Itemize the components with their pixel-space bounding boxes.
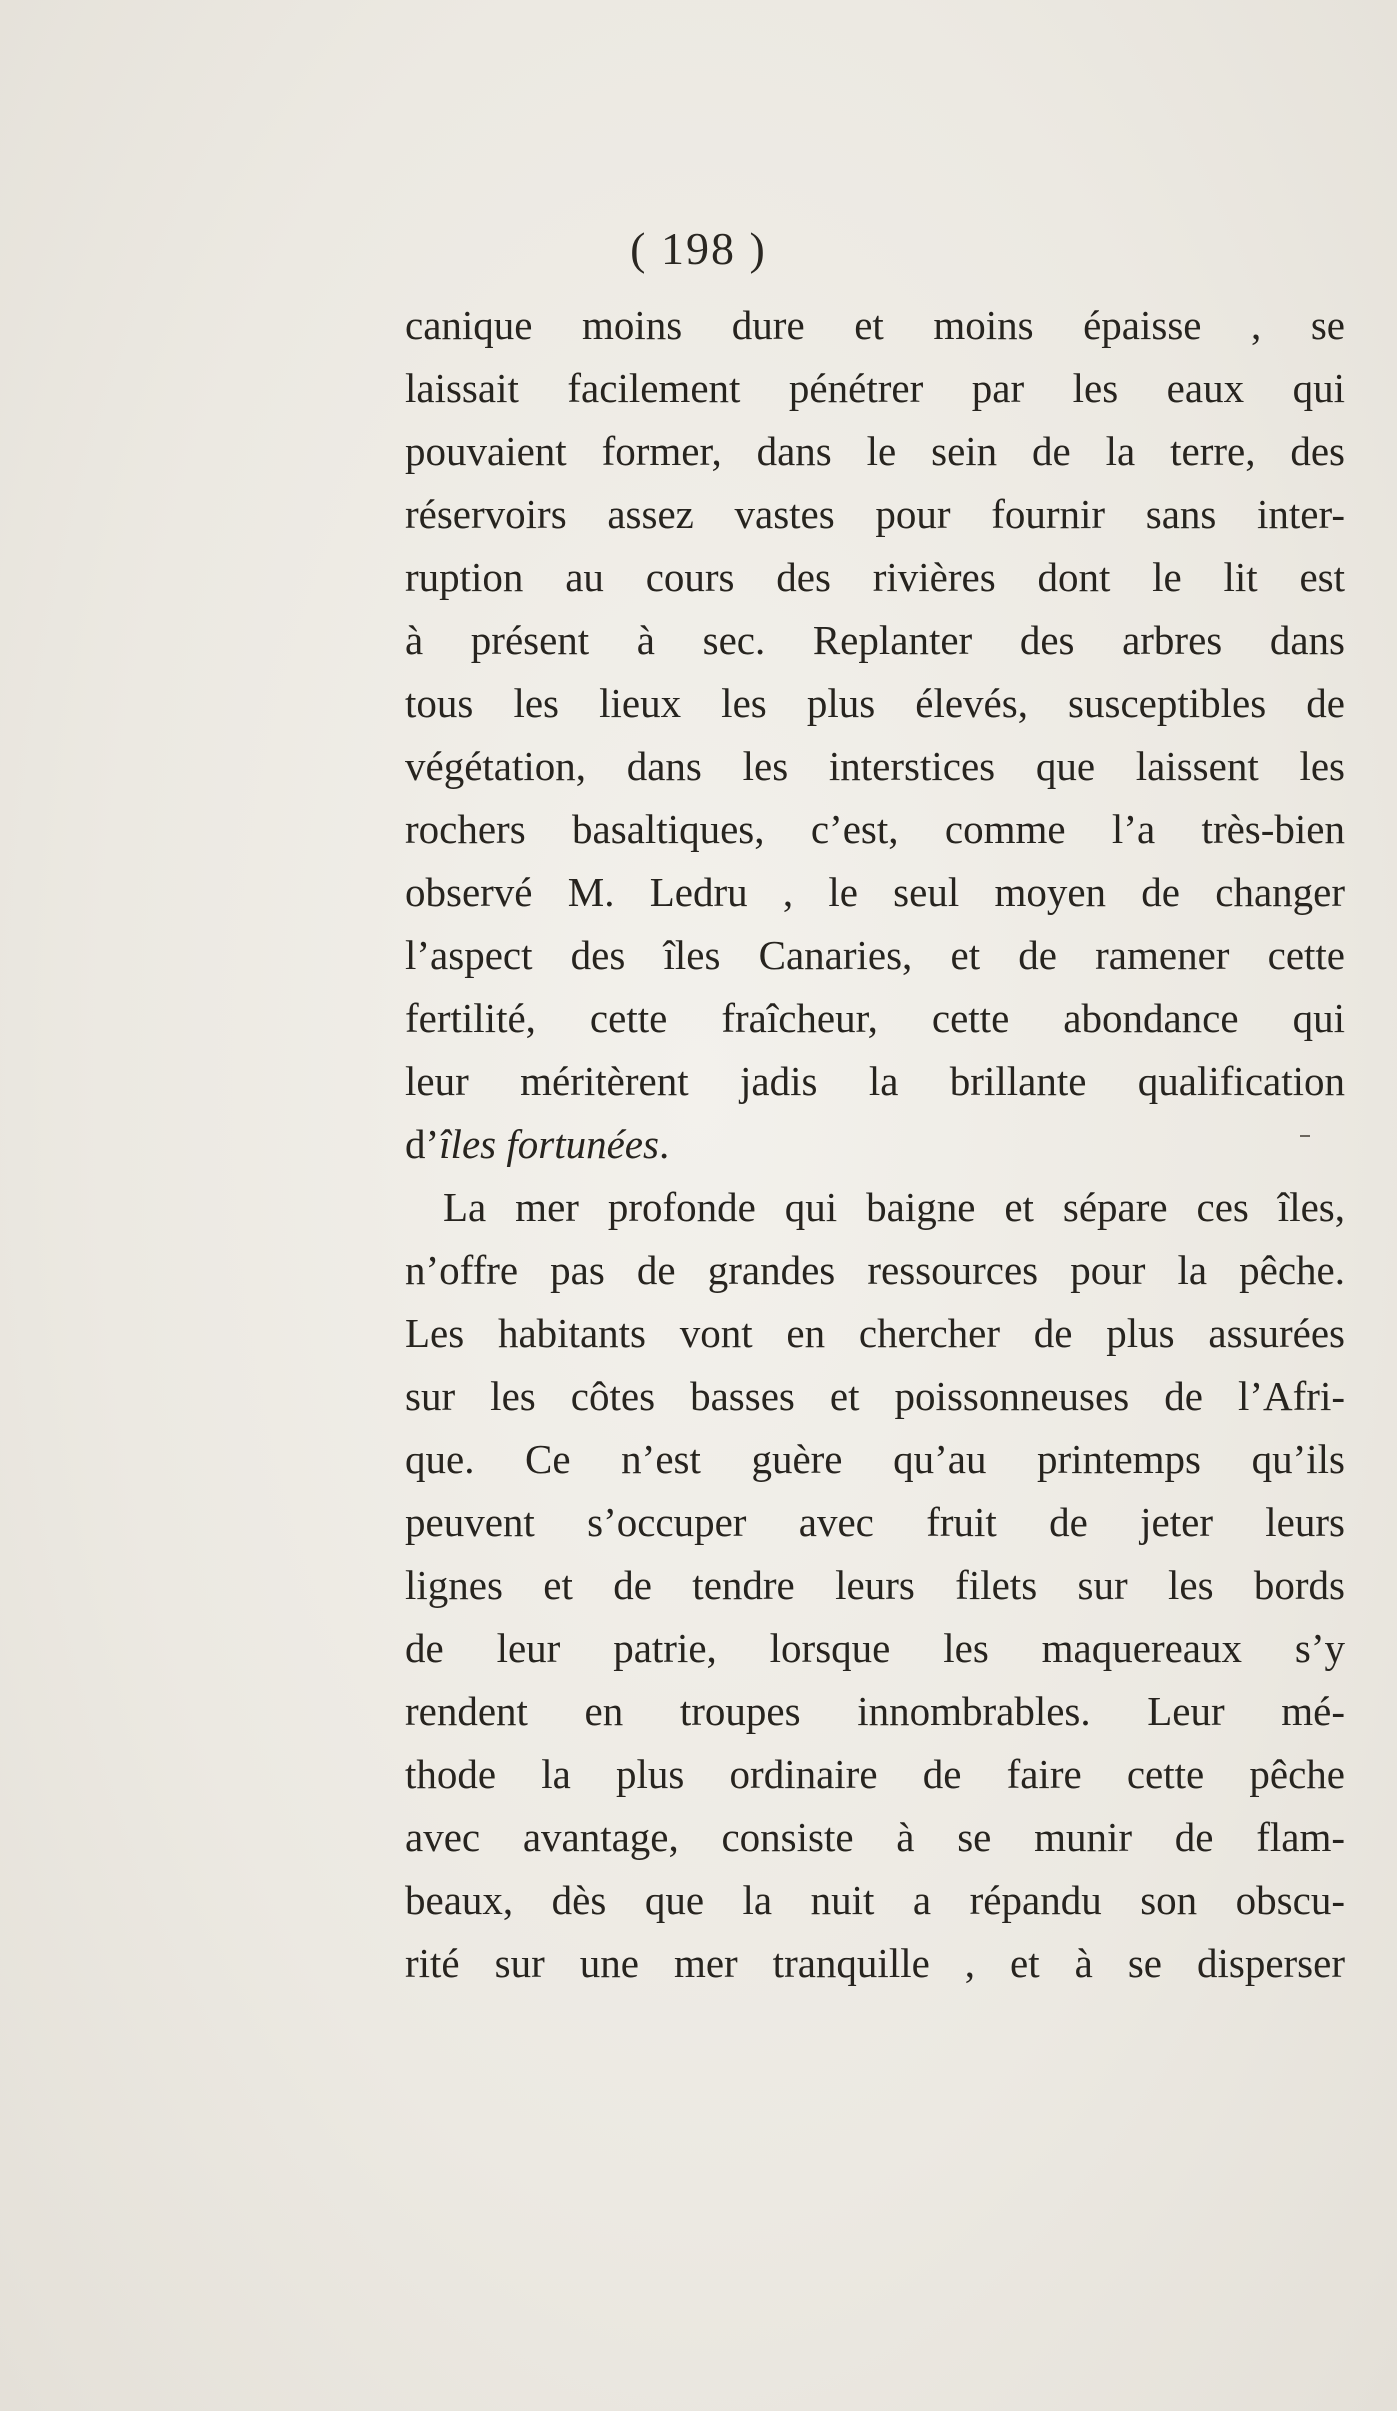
text-line: fertilité, cette fraîcheur, cette abondance qui bbox=[405, 995, 1345, 1041]
text-line: végétation, dans les interstices que laissent les bbox=[405, 743, 1345, 789]
stray-mark bbox=[1300, 1135, 1310, 1137]
text-line: que. Ce n’est guère qu’au printemps qu’ils bbox=[405, 1436, 1345, 1482]
text-line: beaux, dès que la nuit a répandu son obscu- bbox=[405, 1877, 1345, 1923]
text-line: rité sur une mer tranquille , et à se disperser bbox=[405, 1940, 1345, 1986]
text-line: sur les côtes basses et poissonneuses de l’Afri- bbox=[405, 1373, 1345, 1419]
final-line-suffix: . bbox=[658, 1121, 670, 1167]
text-line: de leur patrie, lorsque les maquereaux s’y bbox=[405, 1625, 1345, 1671]
text-line: à présent à sec. Replanter des arbres dans bbox=[405, 617, 1345, 663]
body-text bbox=[405, 294, 1345, 1995]
text-line: observé M. Ledru , le seul moyen de changer bbox=[405, 869, 1345, 915]
text-line: peuvent s’occuper avec fruit de jeter leurs bbox=[405, 1499, 1345, 1545]
text-line: lignes et de tendre leurs filets sur les bords bbox=[405, 1562, 1345, 1608]
page-number: ( 198 ) bbox=[630, 223, 767, 274]
text-line: canique moins dure et moins épaisse , se bbox=[405, 302, 1345, 348]
text-line: l’aspect des îles Canaries, et de ramener cette bbox=[405, 932, 1345, 978]
text-line: laissait facilement pénétrer par les eaux qui bbox=[405, 365, 1345, 411]
text-line: thode la plus ordinaire de faire cette pêche bbox=[405, 1751, 1345, 1797]
text-line: leur méritèrent jadis la brillante qualification bbox=[405, 1058, 1345, 1104]
text-line: avec avantage, consiste à se munir de flam- bbox=[405, 1814, 1345, 1860]
text-line-final bbox=[405, 1113, 1345, 1176]
text-line: tous les lieux les plus élevés, susceptibles de bbox=[405, 680, 1345, 726]
text-line: réservoirs assez vastes pour fournir sans inter- bbox=[405, 491, 1345, 537]
paragraph-1 bbox=[405, 294, 1345, 1176]
text-line: ruption au cours des rivières dont le lit est bbox=[405, 554, 1345, 600]
text-line: n’offre pas de grandes ressources pour la pêche. bbox=[405, 1247, 1345, 1293]
paragraph-2 bbox=[405, 1176, 1345, 1995]
text-line: pouvaient former, dans le sein de la terre, des bbox=[405, 428, 1345, 474]
text-line: rendent en troupes innombrables. Leur mé- bbox=[405, 1688, 1345, 1734]
text-line: La mer profonde qui baigne et sépare ces îles, bbox=[443, 1184, 1345, 1230]
text-line: rochers basaltiques, c’est, comme l’a très-bien bbox=[405, 806, 1345, 852]
text-line: Les habitants vont en chercher de plus assurées bbox=[405, 1310, 1345, 1356]
italic-phrase: îles fortunées bbox=[439, 1121, 659, 1167]
final-line-prefix: d’ bbox=[405, 1121, 440, 1167]
